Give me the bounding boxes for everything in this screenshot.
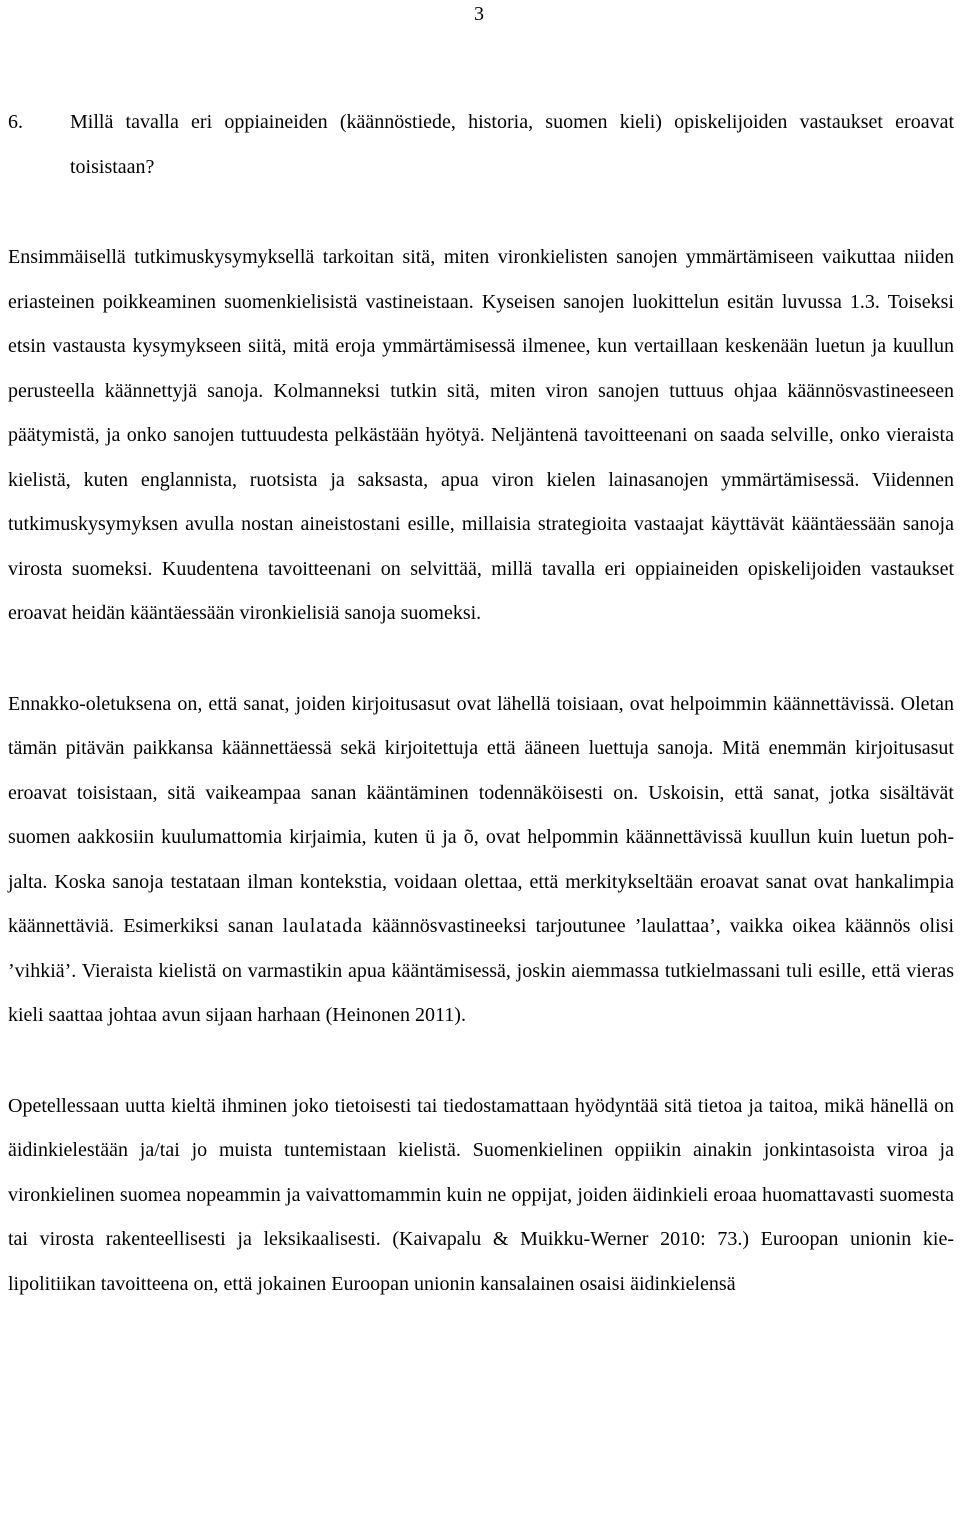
list-item-text: Millä tavalla eri oppiaineiden (käännöstiede, historia, suomen kieli) opiskelijoiden vastaukset eroavat toisistaan?	[70, 111, 954, 178]
list-item-number: 6.	[8, 111, 23, 133]
paragraph-research-goals: Ensimmäisellä tutkimuskysymyksellä tarkoitan sitä, miten vironkielisten sanojen ymmärtämiseen vaikuttaa niiden eriasteinen poikkeaminen suomenkielisistä vastineistaan. Kyseisen sanojen luokittelun esitän luvussa 1.3. Toiseksi etsin vastausta kysymykseen siitä, mitä eroja ymmärtämisessä ilmenee, kun vertaillaan keskenään luetun ja kuullun perusteella käännettyjä sanoja. Kolmanneksi tutkin sitä, miten viron sanojen tuttuus ohjaa käännösvastineeseen päätymistä, ja onko sanojen tuttuudesta pelkästään hyötyä. Neljäntenä tavoitteenani on saada selville, onko vieraista kielistä, kuten englannista, ruotsista ja saksasta, apua viron kielen lainasanojen ymmärtämisessä. Viidennen tutkimuskysymyksen avulla nostan aineistostani esille, millaisia strategioita vastaajat käyttävät kääntäessään sanoja virosta suomeksi. Kuudentena tavoitteenani on selvittää, millä tavalla eri oppiaineiden opiskelijoiden vastaukset eroavat heidän kääntäessään vironkielisiä sanoja suomeksi.	[8, 246, 954, 624]
research-question-6	[8, 100, 954, 189]
paragraph-hypothesis-text-start: Ennakko-oletuksena on, että sanat, joiden kirjoitusasut ovat lähellä toisiaan, ovat helpoimmin käännettävissä. Oletan tämän pitävän paikkansa käännettäessä sekä kirjoitettuja että ääneen luettuja sanoja. Mitä enemmän kirjoitusasut eroavat toisistaan, sitä vaikeampaa sanan kääntäminen todennäköisesti on. Uskoisin, että sanat, jotka sisältävät suomen aakkosiin kuulumattomia kirjaimia, kuten ü ja õ, ovat helpommin käännettävissä kuullun kuin luetun pohjalta. Koska sanoja testataan ilman kontekstia, voidaan olettaa, että merkitykseltään eroavat sanat ovat hankalimpia käännettäviä. Esimerkiksi sanan	[8, 692, 954, 937]
paragraph-hypothesis-text-end: käännösvastineeksi tarjoutunee ’laulattaa’, vaikka oikea käännös olisi ’vihkiä’. Vieraista kielistä on varmastikin apua kääntämisessä, joskin aiemmassa tutkielmassani tuli esille, että vieras kieli saattaa johtaa avun sijaan harhaan (Heinonen 2011).	[8, 915, 955, 1026]
paragraph-language-learning: Opetellessaan uutta kieltä ihminen joko tietoisesti tai tiedostamattaan hyödyntää sitä tietoa ja taitoa, mikä hänellä on äidinkielestään ja/tai jo muista tuntemistaan kielistä. Suomenkielinen oppiikin ainakin jonkintasoista viroa ja vironkielinen suomea nopeammin ja vaivattomammin kuin ne oppijat, joiden äidinkieli eroaa huomattavasti suomesta tai virosta rakenteellisesti ja leksikaalisesti. (Kaivapalu & Muikku-Werner 2010: 73.) Euroopan unionin kielipolitiikan tavoitteena on, että jokainen Euroopan unionin kansalainen osaisi äidinkielensä	[8, 1094, 954, 1295]
document-body	[8, 100, 954, 1306]
example-word: laulatada	[282, 915, 363, 937]
page-number: 3	[474, 3, 484, 25]
paragraph-hypothesis	[8, 682, 954, 1038]
